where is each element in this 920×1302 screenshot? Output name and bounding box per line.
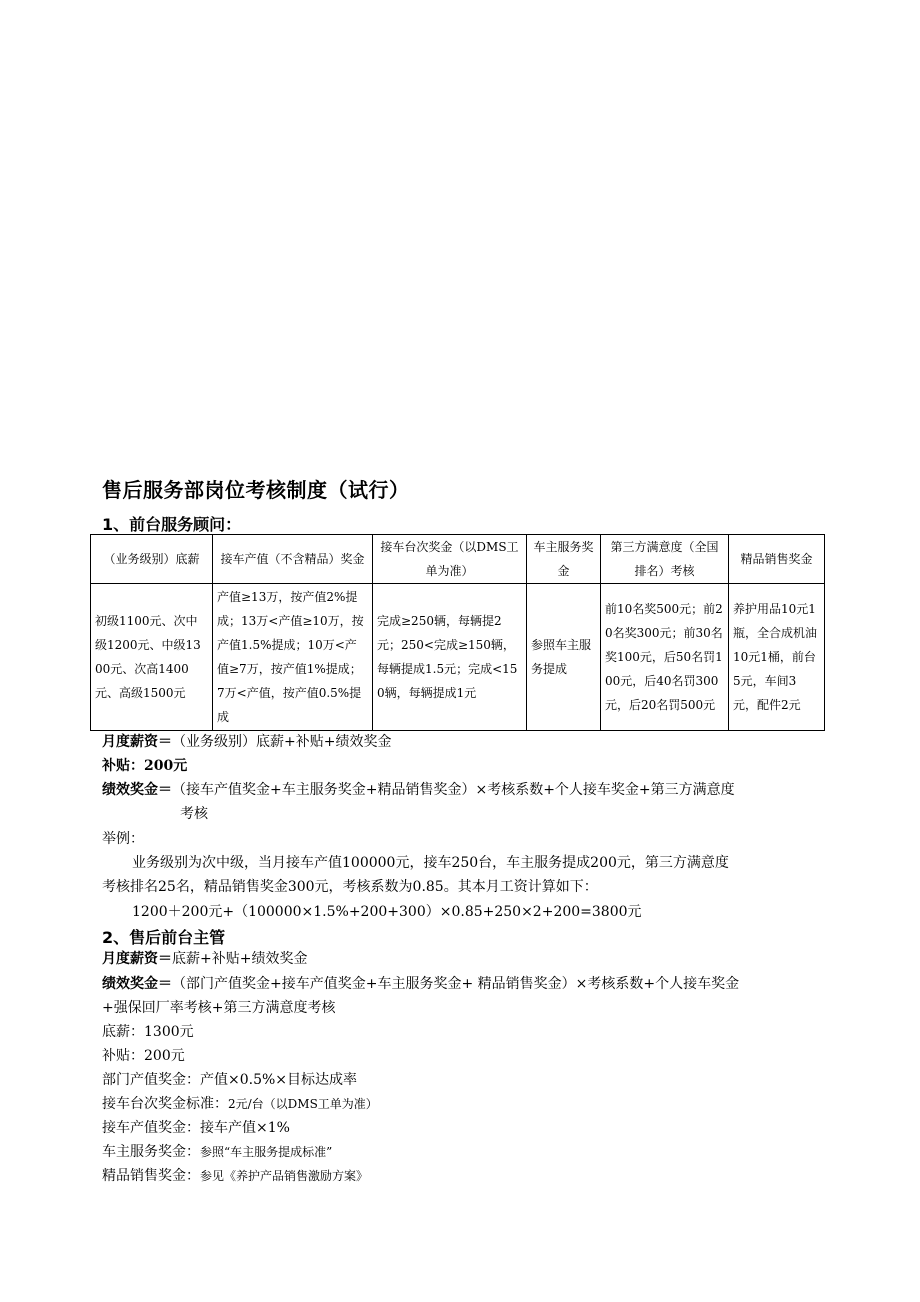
item-subsidy: 补贴：200元: [102, 1048, 185, 1064]
table-cell-boutique-bonus: 养护用品10元1瓶，全合成机油10元1桶，前台5元，车间3元，配件2元: [729, 584, 825, 731]
item-output-bonus: 接车产值奖金：接车产值×1%: [102, 1120, 290, 1136]
example-line-1: 业务级别为次中级，当月接车产值100000元，接车250台，车主服务提成200元，第三方满意度: [132, 855, 729, 871]
supervisor-bonus-cont: +强保回厂率考核+第三方满意度考核: [102, 1000, 336, 1016]
item-base-salary: 底薪：1300元: [102, 1024, 194, 1040]
table-cell-owner-service: 参照车主服务提成: [527, 584, 601, 731]
supervisor-salary-line: 月度薪资＝底薪+补贴+绩效奖金: [102, 951, 308, 967]
performance-bonus-cont: 考核: [180, 806, 208, 822]
table-header-cell: 接车产值（不含精品）奖金: [213, 535, 373, 584]
monthly-salary-line: 月度薪资＝（业务级别）底薪+补贴+绩效奖金: [102, 734, 392, 750]
table-header-cell: 精品销售奖金: [729, 535, 825, 584]
item-vehicle-bonus: 接车台次奖金标准：2元/台（以DMS工单为准）: [102, 1096, 378, 1112]
salary-table: [90, 534, 825, 731]
table-header-row: [91, 535, 825, 584]
example-label: 举例：: [102, 831, 144, 847]
table-row: [91, 584, 825, 731]
item-boutique-bonus: 精品销售奖金：参见《养护产品销售激励方案》: [102, 1168, 369, 1184]
table-cell-satisfaction: 前10名奖500元；前20名奖300元；前30名奖100元，后50名罚100元，后40名罚300元，后20名罚500元: [601, 584, 729, 731]
table-cell-base-salary: 初级1100元、次中级1200元、中级1300元、次高1400元、高级1500元: [91, 584, 213, 731]
supervisor-bonus-line: 绩效奖金＝（部门产值奖金+接车产值奖金+车主服务奖金+ 精品销售奖金）×考核系数+个人接车奖金: [102, 976, 740, 992]
section2-heading: 2、售后前台主管: [102, 928, 226, 947]
table-header-cell: 第三方满意度（全国排名）考核: [601, 535, 729, 584]
table-cell-output-bonus: 产值≥13万，按产值2%提成；13万<产值≥10万，按产值1.5%提成；10万<产值≥7万，按产值1%提成；7万<产值，按产值0.5%提成: [213, 584, 373, 731]
table-header-cell: 车主服务奖金: [527, 535, 601, 584]
example-calculation: 1200＋200元+（100000×1.5%+200+300）×0.85+250×2+200=3800元: [132, 904, 642, 920]
example-line-2: 考核排名25名，精品销售奖金300元，考核系数为0.85。其本月工资计算如下：: [102, 879, 598, 895]
table-header-cell: （业务级别）底薪: [91, 535, 213, 584]
table-cell-vehicle-bonus: 完成≥250辆，每辆提2元；250<完成≥150辆，每辆提成1.5元；完成<150辆，每辆提成1元: [373, 584, 527, 731]
performance-bonus-line: 绩效奖金＝（接车产值奖金+车主服务奖金+精品销售奖金）×考核系数+个人接车奖金+第三方满意度: [102, 782, 735, 798]
subsidy-line: 补贴：200元: [102, 758, 188, 774]
item-owner-service-bonus: 车主服务奖金：参照“车主服务提成标准”: [102, 1144, 333, 1160]
section1-heading: 1、前台服务顾问：: [102, 515, 242, 534]
table-header-cell: 接车台次奖金（以DMS工单为准）: [373, 535, 527, 584]
item-dept-output-bonus: 部门产值奖金：产值×0.5%×目标达成率: [102, 1072, 358, 1088]
page-title: 售后服务部岗位考核制度（试行）: [102, 478, 410, 502]
